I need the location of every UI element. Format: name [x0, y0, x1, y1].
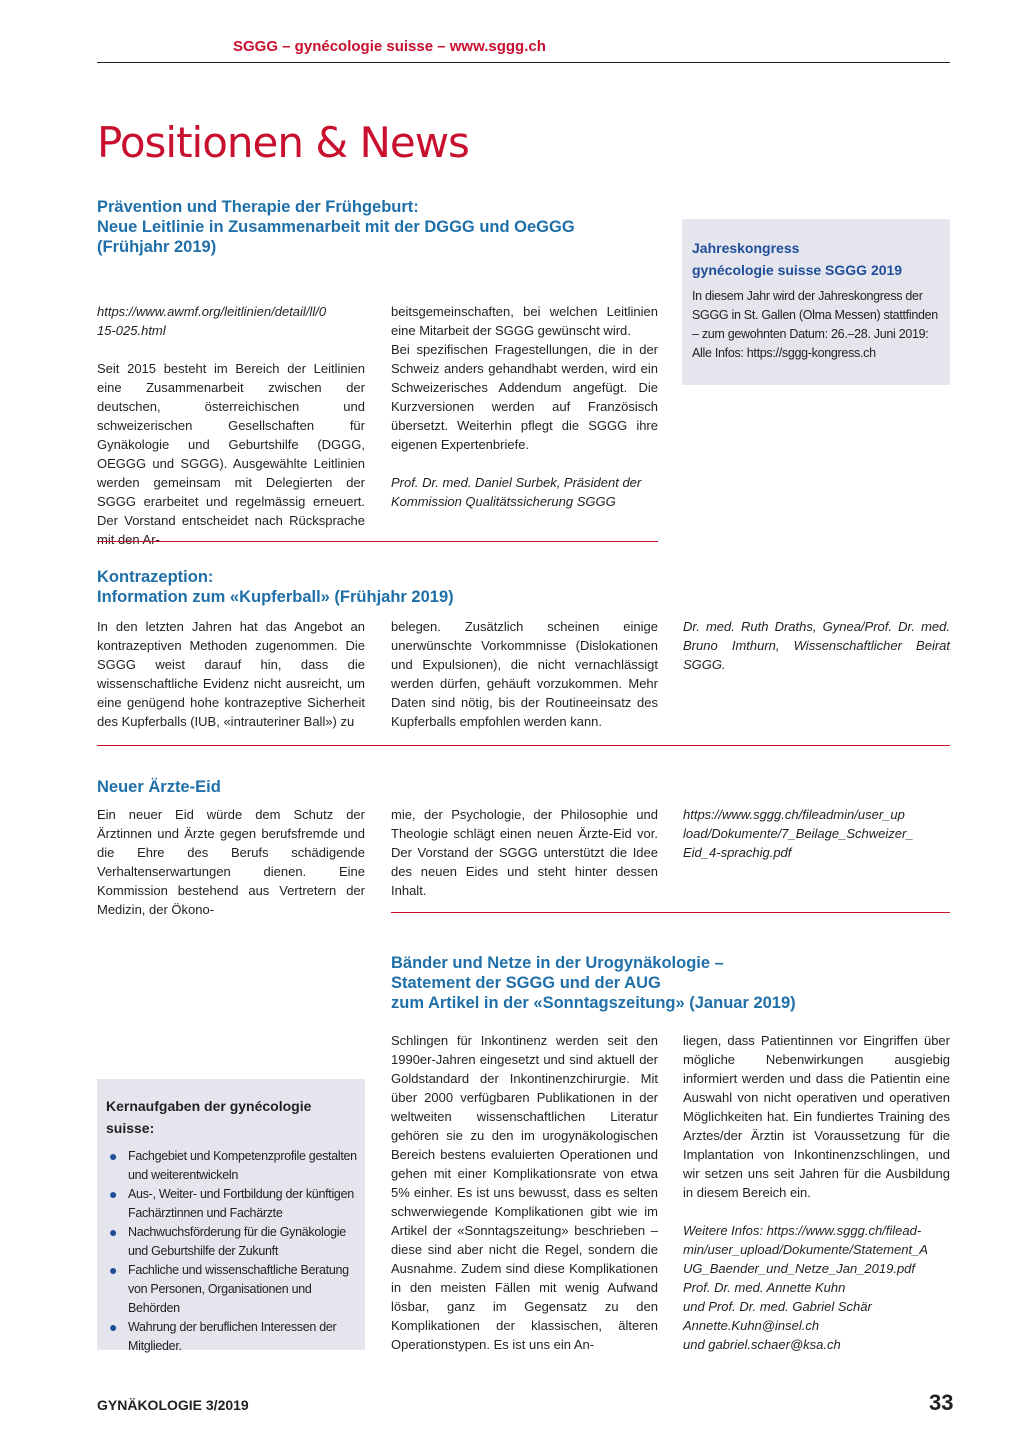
paragraph: beitsgemeinschaften, bei welchen Leitlinien eine Mitarbeit der SGGG gewünscht wird.	[391, 304, 658, 338]
heading-line: Neue Leitlinie in Zusammenarbeit mit der DGGG und OeGGG	[97, 218, 575, 236]
sec2-column-2: belegen. Zusätzlich scheinen einige unerwünschte Vorkommnisse (Dislokationen und Expulsionen), die nicht vernachlässigt werden dürfen, gehäuft vorzukommen. Mehr Daten sind nötig, bis der Routineeinsatz des Kupferballs empfohlen werden kann.	[391, 619, 658, 729]
section-heading-fruehgeburt	[97, 197, 657, 257]
heading-line: zum Artikel in der «Sonntagszeitung» (Januar 2019)	[391, 994, 796, 1012]
url-line: load/Dokumente/7_Beilage_Schweizer_	[683, 826, 914, 841]
sec1-column-2	[391, 302, 658, 511]
heading-line: (Frühjahr 2019)	[97, 238, 217, 256]
heading-line: Kontrazeption:	[97, 568, 214, 586]
section-divider	[97, 745, 950, 746]
aerzte-eid-url[interactable]	[683, 805, 950, 862]
sec4-column-2: Schlingen für Inkontinenz werden seit den 1990er-Jahren eingesetzt und sind aktuell der Goldstandard der Inkontinenzchirurgie. Mit über 2000 verfügbaren Publikationen in der weltweiten wissenschaftlichen Literatur gehören sie zu den im urogynäkologischen Bereich bestens evaluierten Operationen und gehen mit einer Komplikationsrate von etwa 5% einher. Es ist uns bewusst, dass es selten schwerwiegende Komplikationen gibt wie im Artikel der «Sonntagszeitung» beschrieben – diese sind aber nicht die Regel, sondern die Ausnahme. Zudem sind diese Komplikationen in den meisten Fällen mit wenig Aufwand lösbar, ganz im Gegensatz zu den Komplikationen der klassischen, älteren Operationstypen. Es ist uns ein An-	[391, 1033, 658, 1352]
email-link[interactable]: und gabriel.schaer@ksa.ch	[683, 1337, 841, 1352]
signature: Prof. Dr. med. Daniel Surbek, Präsident der Kommission Qualitätssicherung SGGG	[391, 475, 642, 509]
section-divider	[391, 912, 950, 913]
bullet-icon: ●	[109, 1148, 118, 1164]
kernaufgaben-title: Kernaufgaben der gynécologie suisse:	[106, 1098, 312, 1136]
list-item-text: Fachliche und wissenschaftliche Beratung von Personen, Organisationen und Behörden	[128, 1263, 349, 1315]
bullet-icon: ●	[109, 1319, 118, 1335]
list-item	[106, 1223, 358, 1261]
list-item	[106, 1147, 358, 1185]
email-link[interactable]: Annette.Kuhn@insel.ch	[683, 1318, 820, 1333]
congress-info-box	[682, 219, 950, 385]
leitlinie-url[interactable]	[97, 302, 367, 340]
heading-line: Bänder und Netze in der Urogynäkologie –	[391, 954, 724, 972]
list-item-text: Fachgebiet und Kompetenzprofile gestalten und weiterentwickeln	[128, 1149, 357, 1182]
sec4-column-3: liegen, dass Patientinnen vor Eingriffen über mögliche Nebenwirkungen ausgiebig informiert werden und dass die Patientin eine Auswahl von nicht operativen und operativen Möglichkeiten hat. Ein fundiertes Training des Arztes/der Ärztin ist Voraussetzung für die Implantation von Inkontinenzschlingen, und wir setzen uns seit Jahren für die Ausbildung in diesem Bereich ein.	[683, 1033, 950, 1200]
list-item-text: Wahrung der beruflichen Interessen der Mitglieder.	[128, 1320, 337, 1353]
sec3-column-1: Ein neuer Eid würde dem Schutz der Ärztinnen und Ärzte gegen berufsfremde und die Ehre des Berufs schädigende Verhaltenserwartungen dienen. Eine Kommission bestehend aus Vertretern der Medizin, der Ökono-	[97, 807, 365, 917]
list-item	[106, 1261, 358, 1318]
url-line: Eid_4-sprachig.pdf	[683, 845, 792, 860]
header-rule	[97, 62, 950, 63]
congress-title: Jahreskongress	[692, 240, 800, 256]
section-heading-aerzte-eid: Neuer Ärzte-Eid	[97, 778, 221, 796]
heading-line: Information zum «Kupferball» (Frühjahr 2019)	[97, 588, 454, 606]
page-title: Positionen & News	[97, 118, 469, 167]
info-line[interactable]: min/user_upload/Dokumente/Statement_A	[683, 1242, 928, 1257]
heading-line: Statement der SGGG und der AUG	[391, 974, 661, 992]
list-item	[106, 1185, 358, 1223]
sec2-column-1: In den letzten Jahren hat das Angebot an kontrazeptiven Methoden zugenommen. Die SGGG weist darauf hin, dass die wissenschaftliche Evidenz nicht ausreicht, um eine genügend hohe kontrazeptive Sicherheit des Kupferballs (IUB, «intrauteriner Ball») zu	[97, 619, 365, 729]
list-item-text: Nachwuchsförderung für die Gynäkologie und Geburtshilfe der Zukunft	[128, 1225, 346, 1258]
sec1-column-1: Seit 2015 besteht im Bereich der Leitlinien eine Zusammenarbeit zwischen der deutschen, österreichischen und schweizerischen Gesellschaften für Gynäkologie und Geburtshilfe (DGGG, OEGGG und SGGG). Ausgewählte Leitlinien werden gemeinsam mit Delegierten der SGGG erarbeitet und regelmässig erneuert. Der Vorstand entscheidet nach Rücksprache mit den Ar-	[97, 361, 365, 547]
info-line[interactable]: UG_Baender_und_Netze_Jan_2019.pdf	[683, 1261, 916, 1276]
kernaufgaben-box	[97, 1079, 365, 1353]
paragraph: Bei spezifischen Fragestellungen, die in der Schweiz anders gehandhabt werden, wird ein Schweizerisches Addendum angefügt. Die Kurzversionen werden auf Französisch übersetzt. Weiterhin pflegt die SGGG ihre eigenen Expertenbriefe.	[391, 342, 658, 452]
list-item	[106, 1318, 358, 1356]
info-line: Prof. Dr. med. Annette Kuhn	[683, 1280, 846, 1295]
running-header: SGGG – gynécologie suisse – www.sggg.ch	[233, 38, 546, 55]
info-line: und Prof. Dr. med. Gabriel Schär	[683, 1299, 872, 1314]
url-line: https://www.awmf.org/leitlinien/detail/ll/0	[97, 304, 327, 319]
bullet-icon: ●	[109, 1186, 118, 1202]
url-line: https://www.sggg.ch/fileadmin/user_up	[683, 807, 905, 822]
congress-body: In diesem Jahr wird der Jahreskongress der SGGG in St. Gallen (Olma Messen) stattfinden – zum gewohnten Datum: 26.–28. Juni 2019: Alle Infos: https://sggg-kongress.ch	[692, 289, 938, 360]
page-number: 33	[929, 1390, 954, 1415]
sec3-column-2: mie, der Psychologie, der Philosophie und Theologie schlägt einen neuen Ärzte-Eid vor. Der Vorstand der SGGG unterstützt die Idee des neuen Eides und steht hinter dessen Inhalt.	[391, 807, 658, 898]
section-divider	[97, 541, 658, 542]
heading-line: Prävention und Therapie der Frühgeburt:	[97, 198, 419, 216]
sec4-info-contacts	[683, 1221, 950, 1354]
kernaufgaben-list	[106, 1147, 358, 1356]
section-heading-baender-netze	[391, 953, 951, 1013]
congress-subtitle: gynécologie suisse SGGG 2019	[692, 262, 903, 278]
section-heading-kontrazeption	[97, 567, 657, 607]
bullet-icon: ●	[109, 1262, 118, 1278]
url-line: 15-025.html	[97, 323, 166, 338]
sec2-signature: Dr. med. Ruth Draths, Gynea/Prof. Dr. med. Bruno Imthurn, Wissenschaftlicher Beirat SGGG.	[683, 619, 950, 672]
list-item-text: Aus-, Weiter- und Fortbildung der künftigen Fachärztinnen und Fachärzte	[128, 1187, 354, 1220]
bullet-icon: ●	[109, 1224, 118, 1240]
info-line[interactable]: Weitere Infos: https://www.sggg.ch/filead-	[683, 1223, 922, 1238]
journal-issue: GYNÄKOLOGIE 3/2019	[97, 1397, 249, 1413]
